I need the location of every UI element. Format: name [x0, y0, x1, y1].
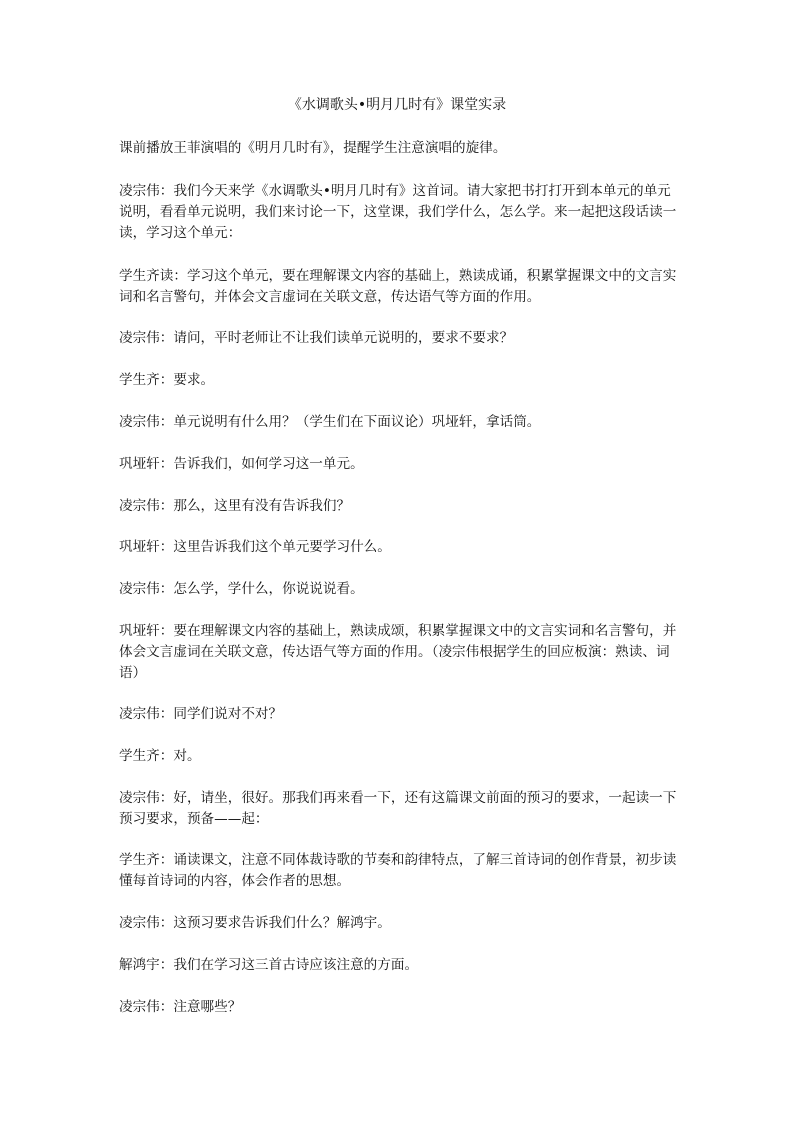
- paragraph-teacher-preview: 凌宗伟：好，请坐，很好。那我们再来看一下，还有这篇课文前面的预习的要求，一起读一下预习要求，预备——起：: [119, 790, 677, 827]
- paragraph-students-answer: 学生齐：要求。: [119, 372, 215, 388]
- paragraph-students-preview-read: 学生齐：诵读课文，注意不同体裁诗歌的节奏和韵律特点，了解三首诗词的创作背景，初步读懂每首诗词的内容，体会作者的思想。: [119, 852, 677, 889]
- paragraph-teacher-how: 凌宗伟：怎么学，学什么，你说说说看。: [119, 581, 364, 597]
- paragraph-students-read: 学生齐读：学习这个单元，要在理解课文内容的基础上，熟读成诵，积累掌握课文中的文言实词和名言警句，并体会文言虚词在关联文意，传达语气等方面的作用。: [119, 268, 677, 305]
- paragraph-student-reply: 巩垭轩：告诉我们，如何学习这一单元。: [119, 456, 364, 472]
- paragraph-teacher-check: 凌宗伟：同学们说对不对？: [119, 706, 283, 722]
- paragraph-student-xie-answer: 解鸿宇：我们在学习这三首古诗应该注意的方面。: [119, 957, 419, 973]
- paragraph-teacher-opening: 凌宗伟：我们今天来学《水调歌头•明月几时有》这首词。请大家把书打打开到本单元的单元说明，看看单元说明，我们来讨论一下，这堂课，我们学什么，怎么学。来一起把这段话读一读，学习这个单元：: [119, 183, 677, 241]
- paragraph-student-long-answer: 巩垭轩：要在理解课文内容的基础上，熟读成颂，积累掌握课文中的文言实词和名言警句，并体会文言虚词在关联文意，传达语气等方面的作用。（凌宗伟根据学生的回应板演：熟读、词语）: [119, 623, 677, 681]
- document-title: 《水调歌头•明月几时有》课堂实录: [287, 97, 507, 113]
- paragraph-students-agree: 学生齐：对。: [119, 748, 201, 764]
- paragraph-teacher-question: 凌宗伟：请问，平时老师让不让我们读单元说明的，要求不要求？: [119, 330, 514, 346]
- paragraph-teacher-preview-question: 凌宗伟：这预习要求告诉我们什么？解鸿宇。: [119, 915, 391, 931]
- paragraph-teacher-followup: 凌宗伟：那么，这里有没有告诉我们？: [119, 498, 351, 514]
- paragraph-teacher-which: 凌宗伟：注意哪些？: [119, 999, 242, 1015]
- paragraph-intro: 课前播放王菲演唱的《明月几时有》，提醒学生注意演唱的旋律。: [119, 140, 507, 156]
- paragraph-teacher-unit-use: 凌宗伟：单元说明有什么用？（学生们在下面议论）巩垭轩，拿话筒。: [119, 414, 541, 430]
- paragraph-student-reply-2: 巩垭轩：这里告诉我们这个单元要学习什么。: [119, 539, 391, 555]
